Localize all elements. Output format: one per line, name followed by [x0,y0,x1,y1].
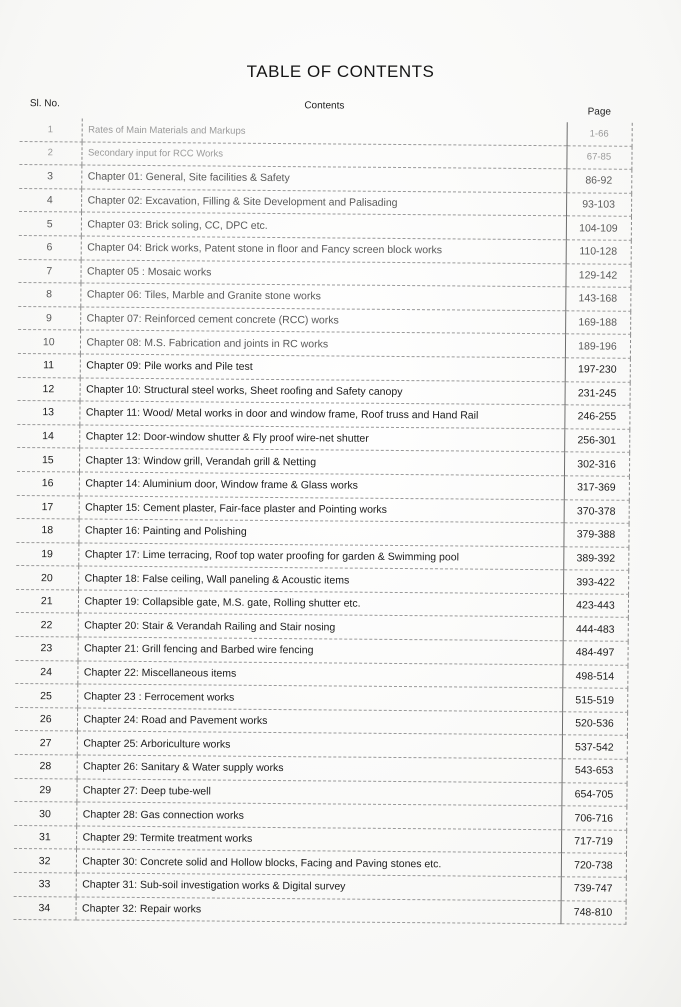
sl-cell: 30 [14,802,76,826]
contents-cell: Chapter 28: Gas connection works [76,802,561,829]
contents-cell: Chapter 12: Door-window shutter & Fly proof wire-net shutter [79,425,564,452]
page-range-cell: 104-109 [566,216,631,240]
page-range-cell: 393-422 [563,570,628,594]
page-range-cell: 317-369 [564,476,629,500]
contents-cell: Chapter 01: General, Site facilities & Safety [81,165,566,192]
sl-cell: 5 [19,212,81,236]
sl-cell: 6 [19,235,81,259]
sl-cell: 33 [14,872,76,896]
sl-cell: 13 [17,401,79,425]
contents-cell: Secondary input for RCC Works [81,142,566,169]
contents-cell: Chapter 10: Structural steel works, Sheet roofing and Safety canopy [80,378,565,405]
contents-cell: Chapter 32: Repair works [75,897,560,924]
sl-cell: 28 [15,755,77,779]
page-range-cell: 706-716 [561,806,626,830]
sl-cell: 27 [15,731,77,755]
page-range-cell: 302-316 [564,452,629,476]
sl-cell: 3 [19,165,81,189]
sl-cell: 21 [16,589,78,613]
contents-header: Contents [304,99,345,112]
contents-cell: Chapter 26: Sanitary & Water supply works [77,755,562,782]
contents-cell: Chapter 16: Painting and Polishing [78,519,563,546]
page-range-cell: 543-653 [562,759,627,783]
page-range-cell: 720-738 [561,853,626,877]
contents-cell: Chapter 25: Arboriculture works [77,731,562,758]
page-range-cell: 67-85 [566,145,631,169]
sl-cell: 11 [18,353,80,377]
page-range-cell: 246-255 [564,405,629,429]
sl-cell: 10 [18,330,80,354]
contents-cell: Chapter 19: Collapsible gate, M.S. gate, Rolling shutter etc. [78,590,563,617]
sl-cell: 16 [17,471,79,495]
contents-cell: Chapter 30: Concrete solid and Hollow blocks, Facing and Paving stones etc. [76,849,561,876]
sl-cell: 4 [19,188,81,212]
contents-cell: Chapter 09: Pile works and Pile test [80,354,565,381]
page-range-cell: 389-392 [563,546,628,570]
page-header: Page [587,105,612,118]
page-range-cell: 129-142 [565,263,630,287]
contents-cell: Chapter 03: Brick soling, CC, DPC etc. [81,212,566,239]
sl-cell: 23 [16,637,78,661]
contents-cell: Chapter 02: Excavation, Filling & Site Development and Palisading [81,189,566,216]
sl-cell: 26 [15,707,77,731]
table-row [13,896,625,924]
sl-cell: 15 [17,448,79,472]
contents-cell: Chapter 07: Reinforced cement concrete (RCC) works [80,307,565,334]
page-range-cell: 93-103 [566,193,631,217]
sl-cell: 24 [15,660,77,684]
sl-cell: 1 [20,118,82,142]
contents-cell: Chapter 06: Tiles, Marble and Granite stone works [80,283,565,310]
contents-cell: Chapter 27: Deep tube-well [76,779,561,806]
page-range-cell: 1-66 [567,122,632,146]
contents-cell: Chapter 22: Miscellaneous items [77,661,562,688]
page-range-cell: 748-810 [560,900,625,924]
contents-cell: Rates of Main Materials and Markups [82,118,567,145]
sl-cell: 7 [18,259,80,283]
sl-cell: 29 [14,778,76,802]
header-row [20,88,632,123]
contents-cell: Chapter 04: Brick works, Patent stone in floor and Fancy screen block works [81,236,566,263]
page-range-cell: 444-483 [563,617,628,641]
page-range-cell: 654-705 [561,782,626,806]
contents-cell: Chapter 17: Lime terracing, Roof top water proofing for garden & Swimming pool [78,543,563,570]
page-range-cell: 423-443 [563,594,628,618]
page-range-cell: 515-519 [562,688,627,712]
sl-cell: 8 [18,283,80,307]
page-range-cell: 110-128 [566,240,631,264]
contents-cell: Chapter 18: False ceiling, Wall paneling & Acoustic items [78,566,563,593]
sl-cell: 19 [16,542,78,566]
sl-cell: 20 [16,566,78,590]
page-range-cell: 256-301 [564,429,629,453]
sl-cell: 9 [18,306,80,330]
sl-cell: 12 [18,377,80,401]
page-range-cell: 520-536 [562,712,627,736]
page-range-cell: 231-245 [565,381,630,405]
page-title: TABLE OF CONTENTS [246,62,435,81]
sl-cell: 25 [15,684,77,708]
page-range-cell: 143-168 [565,287,630,311]
contents-cell: Chapter 24: Road and Pavement works [77,708,562,735]
page-range-cell: 498-514 [562,664,627,688]
contents-table [13,88,632,925]
page-range-cell: 484-497 [562,641,627,665]
sl-no-header: Sl. No. [29,97,60,109]
sl-cell: 18 [16,519,78,543]
sl-cell: 2 [19,141,81,165]
page-range-cell: 537-542 [562,735,627,759]
page-range-cell: 379-388 [563,523,628,547]
page-range-cell: 370-378 [564,499,629,523]
contents-cell: Chapter 29: Termite treatment works [76,826,561,853]
sl-cell: 31 [14,825,76,849]
sl-cell: 34 [13,896,75,920]
contents-cell: Chapter 23 : Ferrocement works [77,684,562,711]
contents-cell: Chapter 11: Wood/ Metal works in door and window frame, Roof truss and Hand Rail [79,401,564,428]
contents-cell: Chapter 31: Sub-soil investigation works & Digital survey [76,873,561,900]
page-range-cell: 86-92 [566,169,631,193]
sl-cell: 22 [16,613,78,637]
sl-cell: 32 [14,849,76,873]
page-range-cell: 169-188 [565,311,630,335]
page-range-cell: 739-747 [561,877,626,901]
contents-cell: Chapter 13: Window grill, Verandah grill & Netting [79,448,564,475]
page-range-cell: 197-230 [565,358,630,382]
contents-cell: Chapter 15: Cement plaster, Fair-face plaster and Pointing works [79,495,564,522]
page-range-cell: 189-196 [565,334,630,358]
page-range-cell: 717-719 [561,830,626,854]
contents-cell: Chapter 20: Stair & Verandah Railing and Stair nosing [78,613,563,640]
contents-body [13,118,631,924]
contents-cell: Chapter 08: M.S. Fabrication and joints in RC works [80,330,565,357]
contents-cell: Chapter 14: Aluminium door, Window frame & Glass works [79,472,564,499]
sl-cell: 17 [17,495,79,519]
contents-cell: Chapter 21: Grill fencing and Barbed wire fencing [78,637,563,664]
sl-cell: 14 [17,424,79,448]
contents-cell: Chapter 05 : Mosaic works [80,260,565,287]
